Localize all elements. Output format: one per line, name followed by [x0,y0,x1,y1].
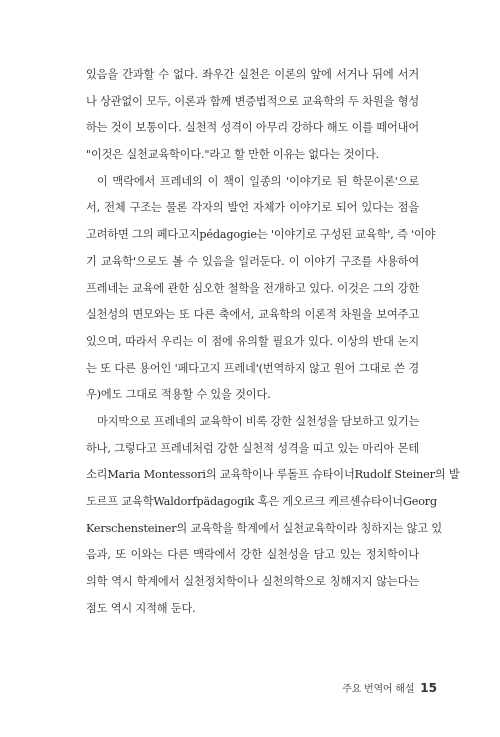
paragraph-1 [86,62,419,169]
text-line: 의학 역시 학계에서 실천정치학이나 실천의학으로 칭해지지 않는다는 [86,575,419,589]
text-line: 고려하면 그의 페다고지pédagogie는 '이야기로 구성된 교육학', 즉 '이야 [86,228,436,242]
text-line: Kerschensteiner의 교육학을 학계에서 실천교육학이라 칭하지는 않고 있 [86,521,442,535]
text-line: 실천성의 면모와는 또 다른 축에서, 교육학의 이론적 차원을 보여주고 [86,308,419,322]
page-body [86,62,460,622]
text-line: 있으며, 따라서 우리는 이 점에 유의할 필요가 있다. 이상의 반대 논지 [86,334,419,348]
text-line: 하나, 그렇다고 프레네처럼 강한 실천적 성격을 띠고 있는 마리아 몬테 [86,441,419,455]
text-line: 소리Maria Montessori의 교육학이나 루돌프 슈타이너Rudolf Steiner의 발 [86,468,460,482]
text-line: 도르프 교육학Waldorfpädagogik 혹은 게오르크 케르셴슈타이너Georg [86,495,438,508]
text-line: 서, 전체 구조는 물론 각자의 발언 자체가 이야기로 되어 있다는 점을 [86,201,419,215]
text-line: 마지막으로 프레네의 교육학이 비록 강한 실천성을 담보하고 있기는 [97,414,420,428]
paragraph-2 [86,169,436,409]
text-line: 이 맥락에서 프레네의 이 책이 일종의 '이야기로 된 학문이론'으로 [97,174,419,188]
text-line: 음과, 또 이와는 다른 맥락에서 강한 실천성을 담고 있는 정치학이나 [86,548,419,562]
page-number: 15 [420,681,437,695]
text-line: 점도 역시 지적해 둔다. [86,601,196,615]
paragraph-3 [86,409,460,623]
page-footer [342,680,437,695]
text-line: 프레네는 교육에 관한 심오한 철학을 전개하고 있다. 이것은 그의 강한 [86,281,419,295]
text-line: 하는 것이 보통이다. 실천적 성격이 아무리 강하다 해도 이를 떼어내어 [86,121,419,135]
text-line: 있음을 간과할 수 없다. 좌우간 실천은 이론의 앞에 서거나 뒤에 서거 [86,68,419,81]
text-line: 나 상관없이 모두, 이론과 함께 변증법적으로 교육학의 두 차원을 형성 [86,94,419,108]
text-line: 우)에도 그대로 적용할 수 있을 것이다. [86,388,271,402]
text-line: 는 또 다른 용어인 '페다고지 프레네'(번역하지 않고 원어 그대로 쓴 경 [86,361,419,375]
text-line: "이것은 실천교육학이다."라고 할 만한 이유는 없다는 것이다. [86,148,380,162]
text-line: 기 교육학'으로도 볼 수 있음을 일러둔다. 이 이야기 구조를 사용하여 [86,254,419,268]
running-title: 주요 번역어 해설 [342,684,415,695]
